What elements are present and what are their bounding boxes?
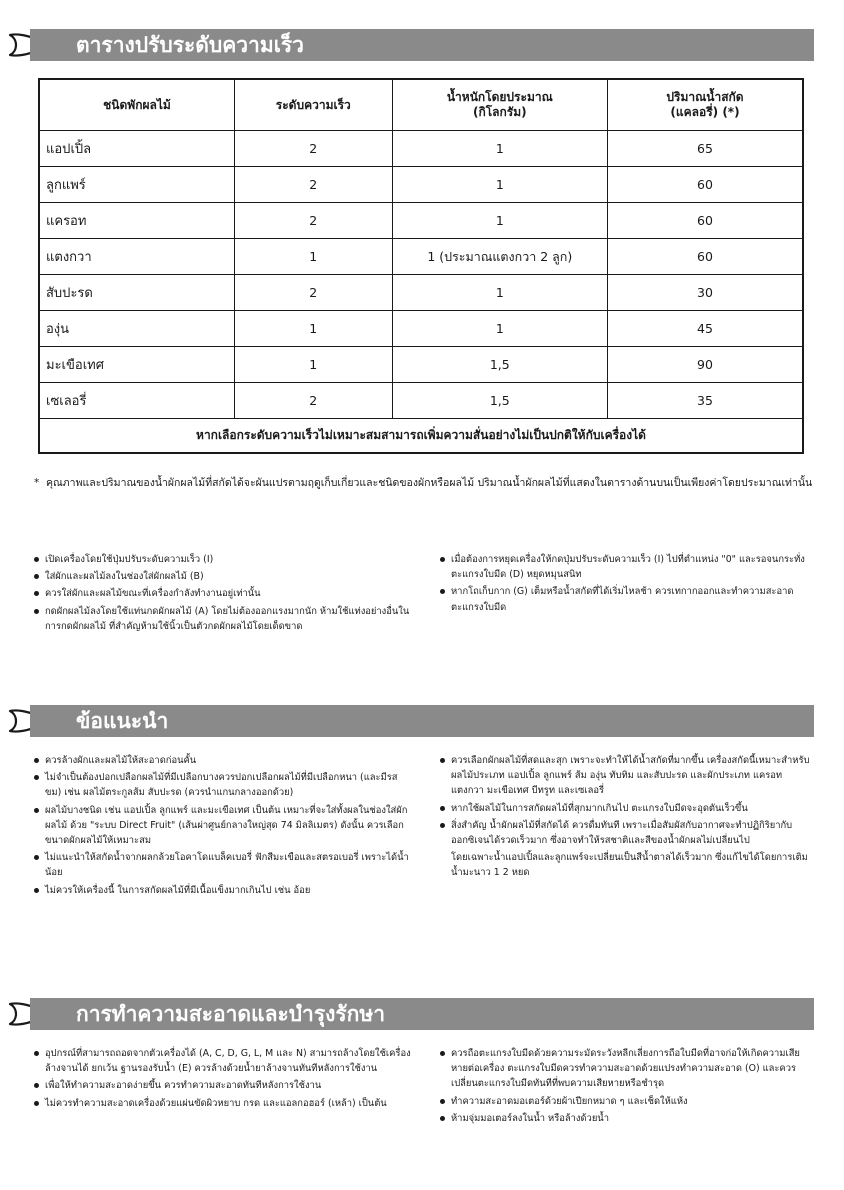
cell-juice: 30 [608, 275, 804, 311]
bullet-icon [34, 775, 39, 780]
header-fruit: ชนิดพักผลไม้ [39, 79, 234, 131]
footnote-star: * [34, 477, 40, 489]
list-item-text: กดผักผลไม้ลงโดยใช้แท่นกดผักผลไม้ (A) โดยไม่ต้องออกแรงมากนัก ห้ามใช้แท่งอย่างอื่นในการกดผักผลไม้ ที่สำคัญห้ามใช้นิ้วเป็นตัวกดผักผลไม้โดยเด็ดขาด [45, 605, 410, 632]
list-item-text: เพื่อให้ทำความสะอาดง่ายขึ้น ควรทำความสะอาดทันทีหลังการใช้งาน [45, 1080, 322, 1092]
list-item [34, 552, 412, 567]
section-title-text: ตารางปรับระดับความเร็ว [76, 33, 304, 57]
list-item [34, 569, 412, 584]
section-title-cleaning [30, 998, 814, 1030]
list-item-text: ควรใส่ผักและผลไม้ขณะที่เครื่องกำลังทำงานอยู่เท่านั้น [45, 588, 261, 600]
table-header-row [39, 79, 803, 131]
list-item-text: ควรเลือกผักผลไม้ที่สดและสุก เพราะจะทำให้ได้น้ำสกัดที่มากขึ้น เครื่องสกัดนี้เหมาะสำหรับผลไม้ประเภท แอปเปิ้ล ลูกแพร์ ส้ม องุ่น ทับทิม และสับปะรด และผักประเภท แครอท แตงกวา มะเขือเทศ บีทรูท และเซเลอรี่ [451, 755, 810, 797]
table-row [39, 203, 803, 239]
cell-speed: 2 [234, 203, 392, 239]
bullet-icon [34, 557, 39, 562]
cell-weight: 1 (ประมาณแตงกวา 2 ลูก) [392, 239, 607, 275]
cell-speed: 2 [234, 167, 392, 203]
cell-fruit: เซเลอรี่ [39, 383, 234, 419]
list-item [440, 753, 814, 799]
list-item [34, 604, 412, 634]
bullet-icon [34, 758, 39, 763]
list-item-text: เปิดเครื่องโดยใช้ปุ่มปรับระดับความเร็ว (I) [45, 554, 214, 565]
cell-juice: 65 [608, 131, 804, 167]
bullet-icon [440, 557, 445, 562]
list-item-text: สิ่งสำคัญ น้ำผักผลไม้ที่สกัดได้ ควรดื่มทันที เพราะเมื่อสัมผัสกับอากาศจะทำปฏิกิริยากับออกซิเจนได้รวดเร็วมาก ซึ่งอาจทำให้รสชาติและสีของน้ำผักผลไม่เปลี่ยนไป [451, 819, 793, 847]
table-note: หากเลือกระดับความเร็วไม่เหมาะสมสามารถเพิ่มความสั่นอย่างไม่เป็นปกติให้กับเครื่องได้ [39, 419, 803, 454]
usage-right-column [440, 552, 814, 617]
cell-fruit: สับปะรด [39, 275, 234, 311]
list-item-text: ควรถือตะแกรงใบมีดด้วยความระมัดระวังหลีกเลี่ยงการถือใบมีดที่อาจก่อให้เกิดความเสียหายต่อเครื่อง ตะแกรงใบมีดควรทำความสะอาดด้วยแปรงทำความสะอาด (O) และควรเปลี่ยนตะแกรงใบมีดทันทีที่พบความเสียหายหรือชำรุด [451, 1048, 800, 1090]
cell-speed: 2 [234, 383, 392, 419]
cell-weight: 1 [392, 203, 607, 239]
cell-speed: 1 [234, 347, 392, 383]
table-row [39, 131, 803, 167]
section-title-advice [30, 705, 814, 737]
bullet-icon [440, 1116, 445, 1121]
list-item [440, 584, 814, 614]
list-item-text: หากโถเก็บกาก (G) เต็มหรือน้ำสกัดที่ได้เริ่มไหลช้า ควรเทกากออกและทำความสะอาดตะแกรงใบมีด [451, 586, 794, 613]
speed-table [38, 78, 804, 454]
cell-juice: 90 [608, 347, 804, 383]
section-title-text: ข้อแนะนำ [76, 709, 169, 733]
table-note-row [39, 419, 803, 454]
bullet-icon [34, 888, 39, 893]
section-title-speed-table [30, 29, 814, 61]
cell-weight: 1 [392, 275, 607, 311]
table-row [39, 311, 803, 347]
header-weight: น้ำหนักโดยประมาณ (กิโลกรัม) [392, 79, 607, 131]
footnote-text: คุณภาพและปริมาณของน้ำผักผลไม้ที่สกัดได้จะผันแปรตามฤดูเก็บเกี่ยวและชนิดของผักหรือผลไม้ ปริมาณน้ำผักผลไม้ที่แสดงในตารางด้านบนเป็นเพียงค่าโดยประมาณเท่านั้น [46, 477, 813, 489]
list-item [440, 1111, 814, 1126]
list-item-text: ควรล้างผักและผลไม้ให้สะอาดก่อนคั้น [45, 755, 197, 766]
bullet-icon [440, 1099, 445, 1104]
cell-speed: 2 [234, 131, 392, 167]
header-speed: ระดับความเร็ว [234, 79, 392, 131]
list-item [34, 753, 412, 768]
cell-speed: 2 [234, 275, 392, 311]
list-item-text: ไม่ควรให้เครื่องนี้ ในการสกัดผลไม้ที่มีเนื้อแข็งมากเกินไป เช่น อ้อย [45, 884, 311, 896]
cell-speed: 1 [234, 239, 392, 275]
list-item-continuation [440, 850, 814, 880]
bullet-icon [34, 1051, 39, 1056]
bullet-icon [440, 806, 445, 811]
cell-fruit: แครอท [39, 203, 234, 239]
bullet-icon [440, 1051, 445, 1056]
list-item-text: ผลไม้บางชนิด เช่น แอปเปิ้ล ลูกแพร์ และมะเขือเทศ เป็นต้น เหมาะที่จะใส่ทั้งผลในช่องใส่ผักผลไม้ ด้วย "ระบบ Direct Fruit" (เส้นผ่าศูนย์กลางใหญ่สุด 74 มิลลิเมตร) ดังนั้น ควรเลือกขนาดผักผลไม้ให้เหมาะสม [45, 804, 408, 847]
cell-weight: 1,5 [392, 347, 607, 383]
cell-fruit: องุ่น [39, 311, 234, 347]
list-item-text: ห้ามจุ่มมอเตอร์ลงในน้ำ หรือล้างด้วยน้ำ [451, 1112, 609, 1124]
cell-juice: 35 [608, 383, 804, 419]
footnote [34, 474, 814, 493]
list-item-text: อุปกรณ์ที่สามารถถอดจากตัวเครื่องได้ (A, C, D, G, L, M และ N) สามารถล้างโดยใช้เครื่องล้างจานได้ ยกเว้น ฐานรองรับน้ำ (E) ควรล้างด้วยน้ำยาล้างจานทันทีหลังการใช้งาน [45, 1048, 411, 1075]
usage-left-column [34, 552, 412, 636]
bullet-icon [34, 591, 39, 596]
bullet-icon [34, 609, 39, 614]
header-juice: ปริมาณน้ำสกัด (แคลอรี่) (*) [608, 79, 804, 131]
list-item [34, 803, 412, 849]
advice-right-column [440, 753, 814, 883]
list-item [34, 1046, 412, 1076]
cell-fruit: แอปเปิ้ล [39, 131, 234, 167]
list-item [440, 1046, 814, 1092]
list-item [440, 552, 814, 582]
bullet-icon [34, 574, 39, 579]
cell-fruit: แตงกวา [39, 239, 234, 275]
list-item [34, 850, 412, 880]
cell-weight: 1 [392, 131, 607, 167]
list-item-text: ทำความสะอาดมอเตอร์ด้วยผ้าเปียกหมาด ๆ และเช็ดให้แห้ง [451, 1095, 688, 1107]
bullet-icon [440, 589, 445, 594]
bullet-icon [34, 855, 39, 860]
cell-weight: 1 [392, 167, 607, 203]
list-item-text: เมื่อต้องการหยุดเครื่องให้กดปุ่มปรับระดับความเร็ว (I) ไปที่ตำแหน่ง "0" และรอจนกระทั่งตะแกรงใบมีด (D) หยุดหมุนสนิท [451, 554, 805, 581]
table-row [39, 383, 803, 419]
advice-left-column [34, 753, 412, 900]
list-item-text: โดยเฉพาะน้ำแอปเปิ้ลและลูกแพร์จะเปลี่ยนเป็นสีน้ำตาลได้เร็วมาก ซึ่งแก้ไขได้โดยการเติมน้ำมะนาว 1 2 หยด [451, 852, 808, 879]
cleaning-left-column [34, 1046, 412, 1113]
cell-fruit: มะเขือเทศ [39, 347, 234, 383]
list-item [34, 883, 412, 898]
bullet-icon [34, 1101, 39, 1106]
list-item [34, 1078, 412, 1093]
list-item [34, 586, 412, 601]
list-item-text: ไม่ควรทำความสะอาดเครื่องด้วยแผ่นขัดผิวหยาบ กรด และแอลกอฮอร์ (เหล้า) เป็นต้น [45, 1097, 387, 1109]
bullet-icon [440, 823, 445, 828]
list-item-text: ไม่จำเป็นต้องปอกเปลือกผลไม้ที่มีเปลือกบางควรปอกเปลือกผลไม้ที่มีเปลือกหนา (และมีรสขม) เช่น ผลไม้ตระกูลส้ม สับปะรด (ควรนำแกนกลางออกด้วย) [45, 772, 398, 799]
list-item [440, 1094, 814, 1109]
table-row [39, 239, 803, 275]
table-row [39, 167, 803, 203]
bullet-icon [34, 808, 39, 813]
cleaning-right-column [440, 1046, 814, 1128]
list-item [440, 801, 814, 816]
table-row [39, 275, 803, 311]
bullet-icon [34, 1083, 39, 1088]
list-item [34, 770, 412, 800]
list-item [440, 818, 814, 848]
cell-juice: 60 [608, 239, 804, 275]
list-item [34, 1096, 412, 1111]
list-item-text: หากใช้ผลไม้ในการสกัดผลไม้ที่สุกมากเกินไป ตะแกรงใบมีดจะอุดตันเร็วขึ้น [451, 802, 748, 814]
cell-juice: 60 [608, 203, 804, 239]
cell-fruit: ลูกแพร์ [39, 167, 234, 203]
list-item-text: ใส่ผักและผลไม้ลงในช่องใส่ผักผลไม้ (B) [45, 571, 204, 583]
cell-juice: 60 [608, 167, 804, 203]
cell-weight: 1 [392, 311, 607, 347]
section-title-text: การทำความสะอาดและบำรุงรักษา [76, 1002, 386, 1026]
cell-juice: 45 [608, 311, 804, 347]
cell-speed: 1 [234, 311, 392, 347]
list-item-text: ไม่แนะนำให้สกัดน้ำจากผลกล้วยโอคาโดแบล็คเบอรี่ ฟักสีมะเขือและสตรอเบอรี่ เพราะได้น้ำน้อย [45, 852, 409, 879]
table-row [39, 347, 803, 383]
bullet-icon [440, 758, 445, 763]
cell-weight: 1,5 [392, 383, 607, 419]
